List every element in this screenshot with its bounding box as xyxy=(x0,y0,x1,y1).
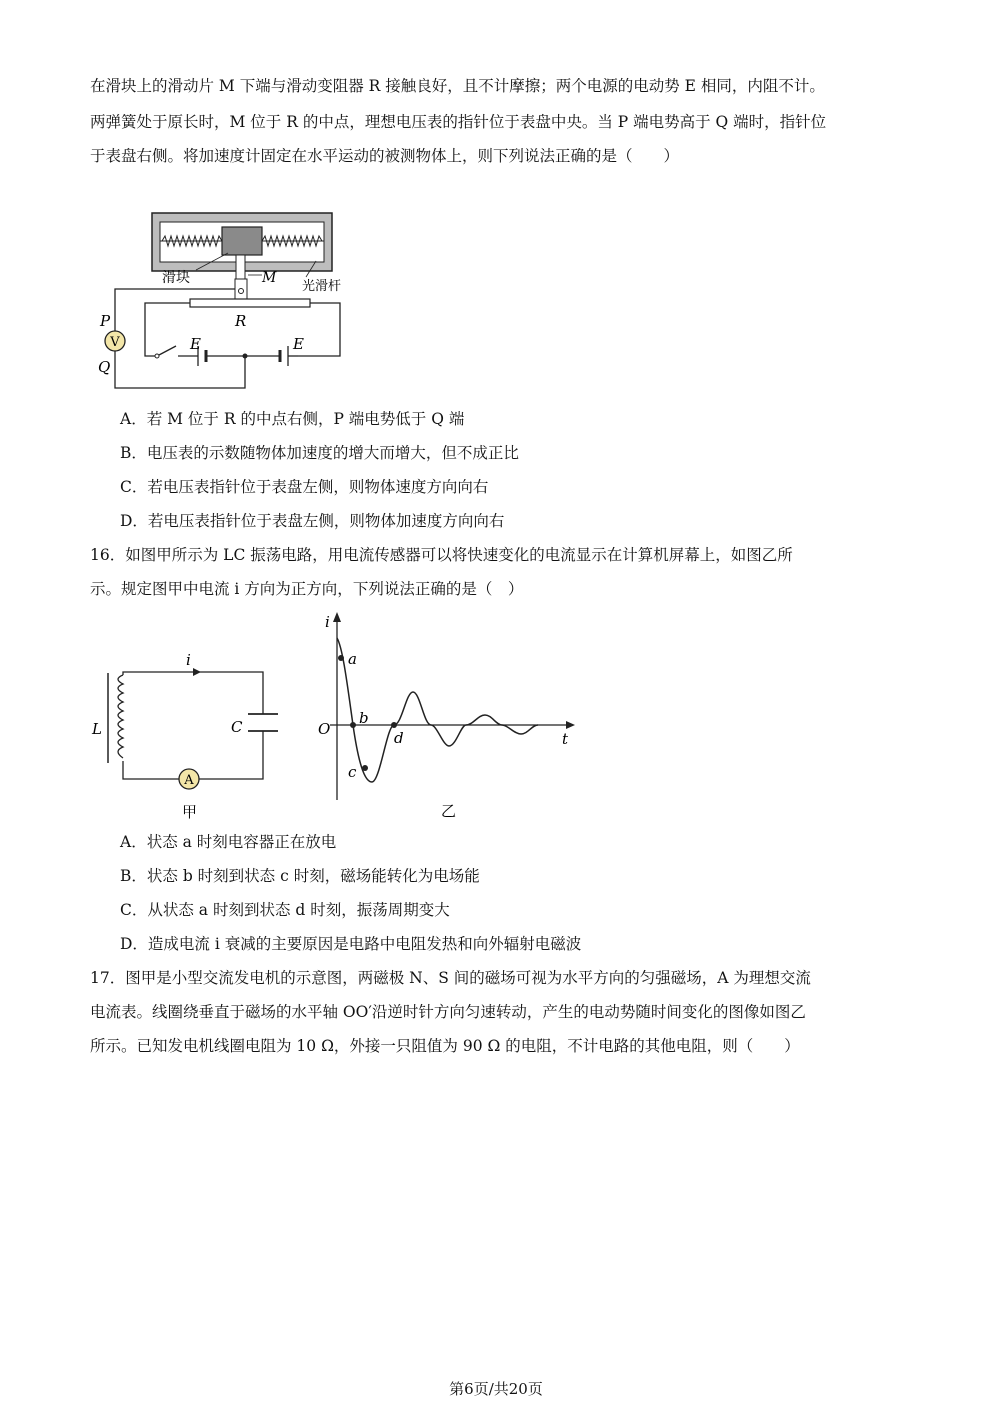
voltmeter-label: V xyxy=(110,335,120,350)
emf-label-1: E xyxy=(190,335,201,353)
x-axis-label: t xyxy=(562,730,569,748)
q15-option-c: C．若电压表指针位于表盘左侧，则物体速度方向向右 xyxy=(120,478,489,496)
q15-text-line-1: 在滑块上的滑动片 M 下端与滑动变阻器 R 接触良好，且不计摩擦；两个电源的电动势 E 相同，内阻不计。 xyxy=(90,77,825,95)
q15-option-a: A．若 M 位于 R 的中点右侧，P 端电势低于 Q 端 xyxy=(120,410,465,428)
emf-label-2: E xyxy=(293,335,304,353)
q16-option-d: D．造成电流 i 衰减的主要原因是电路中电阻发热和向外辐射电磁波 xyxy=(120,935,582,953)
y-axis-label: i xyxy=(325,613,330,631)
point-a-label: a xyxy=(348,650,357,668)
p-label: P xyxy=(100,312,111,330)
r-label: R xyxy=(235,312,247,330)
figure-yi-caption: 乙 xyxy=(441,802,457,820)
q17-text-line-2: 电流表。线圈绕垂直于磁场的水平轴 OO′沿逆时针方向匀速转动，产生的电动势随时间变化的图像如图乙 xyxy=(90,1003,806,1021)
q15-text-line-3: 于表盘右侧。将加速度计固定在水平运动的被测物体上，则下列说法正确的是（ ） xyxy=(90,147,680,165)
point-b-label: b xyxy=(359,709,369,727)
q17-text-line-1: 17．图甲是小型交流发电机的示意图，两磁极 N、S 间的磁场可视为水平方向的匀强磁场，A 为理想交流 xyxy=(90,969,811,987)
q15-option-d: D．若电压表指针位于表盘左侧，则物体加速度方向向右 xyxy=(120,512,505,530)
q15-text-line-2: 两弹簧处于原长时，M 位于 R 的中点，理想电压表的指针位于表盘中央。当 P 端电势高于 Q 端时，指针位 xyxy=(90,113,827,131)
q16-option-c: C．从状态 a 时刻到状态 d 时刻，振荡周期变大 xyxy=(120,901,450,919)
q-label: Q xyxy=(98,358,111,376)
inductor-l-label: L xyxy=(92,720,102,738)
capacitor-c-label: C xyxy=(231,718,243,736)
point-d-label: d xyxy=(394,729,404,747)
accelerometer-circuit-figure xyxy=(90,205,370,395)
figure-jia-caption: 甲 xyxy=(182,803,198,821)
q16-text-line-1: 16．如图甲所示为 LC 振荡电路，用电流传感器可以将快速变化的电流显示在计算机屏幕上，如图乙所 xyxy=(90,546,793,564)
m-label: M xyxy=(262,270,277,286)
q16-option-a: A．状态 a 时刻电容器正在放电 xyxy=(120,833,337,851)
ammeter-label: A xyxy=(184,773,194,788)
point-c-label: c xyxy=(348,763,357,781)
rod-label: 光滑杆 xyxy=(302,279,342,294)
q15-option-b: B．电压表的示数随物体加速度的增大而增大，但不成正比 xyxy=(120,444,519,462)
origin-label: O xyxy=(318,720,331,738)
current-i-label: i xyxy=(186,651,191,669)
q16-text-line-2: 示。规定图甲中电流 i 方向为正方向，下列说法正确的是（ ） xyxy=(90,580,524,598)
damped-current-graph xyxy=(310,610,590,825)
slider-label: 滑块 xyxy=(162,270,190,286)
lc-circuit-figure xyxy=(85,645,295,830)
page-number: 第6页/共20页 xyxy=(449,1380,543,1398)
q16-option-b: B．状态 b 时刻到状态 c 时刻，磁场能转化为电场能 xyxy=(120,867,480,885)
q17-text-line-3: 所示。已知发电机线圈电阻为 10 Ω，外接一只阻值为 90 Ω 的电阻，不计电路的其他电阻，则（ ） xyxy=(90,1037,800,1055)
